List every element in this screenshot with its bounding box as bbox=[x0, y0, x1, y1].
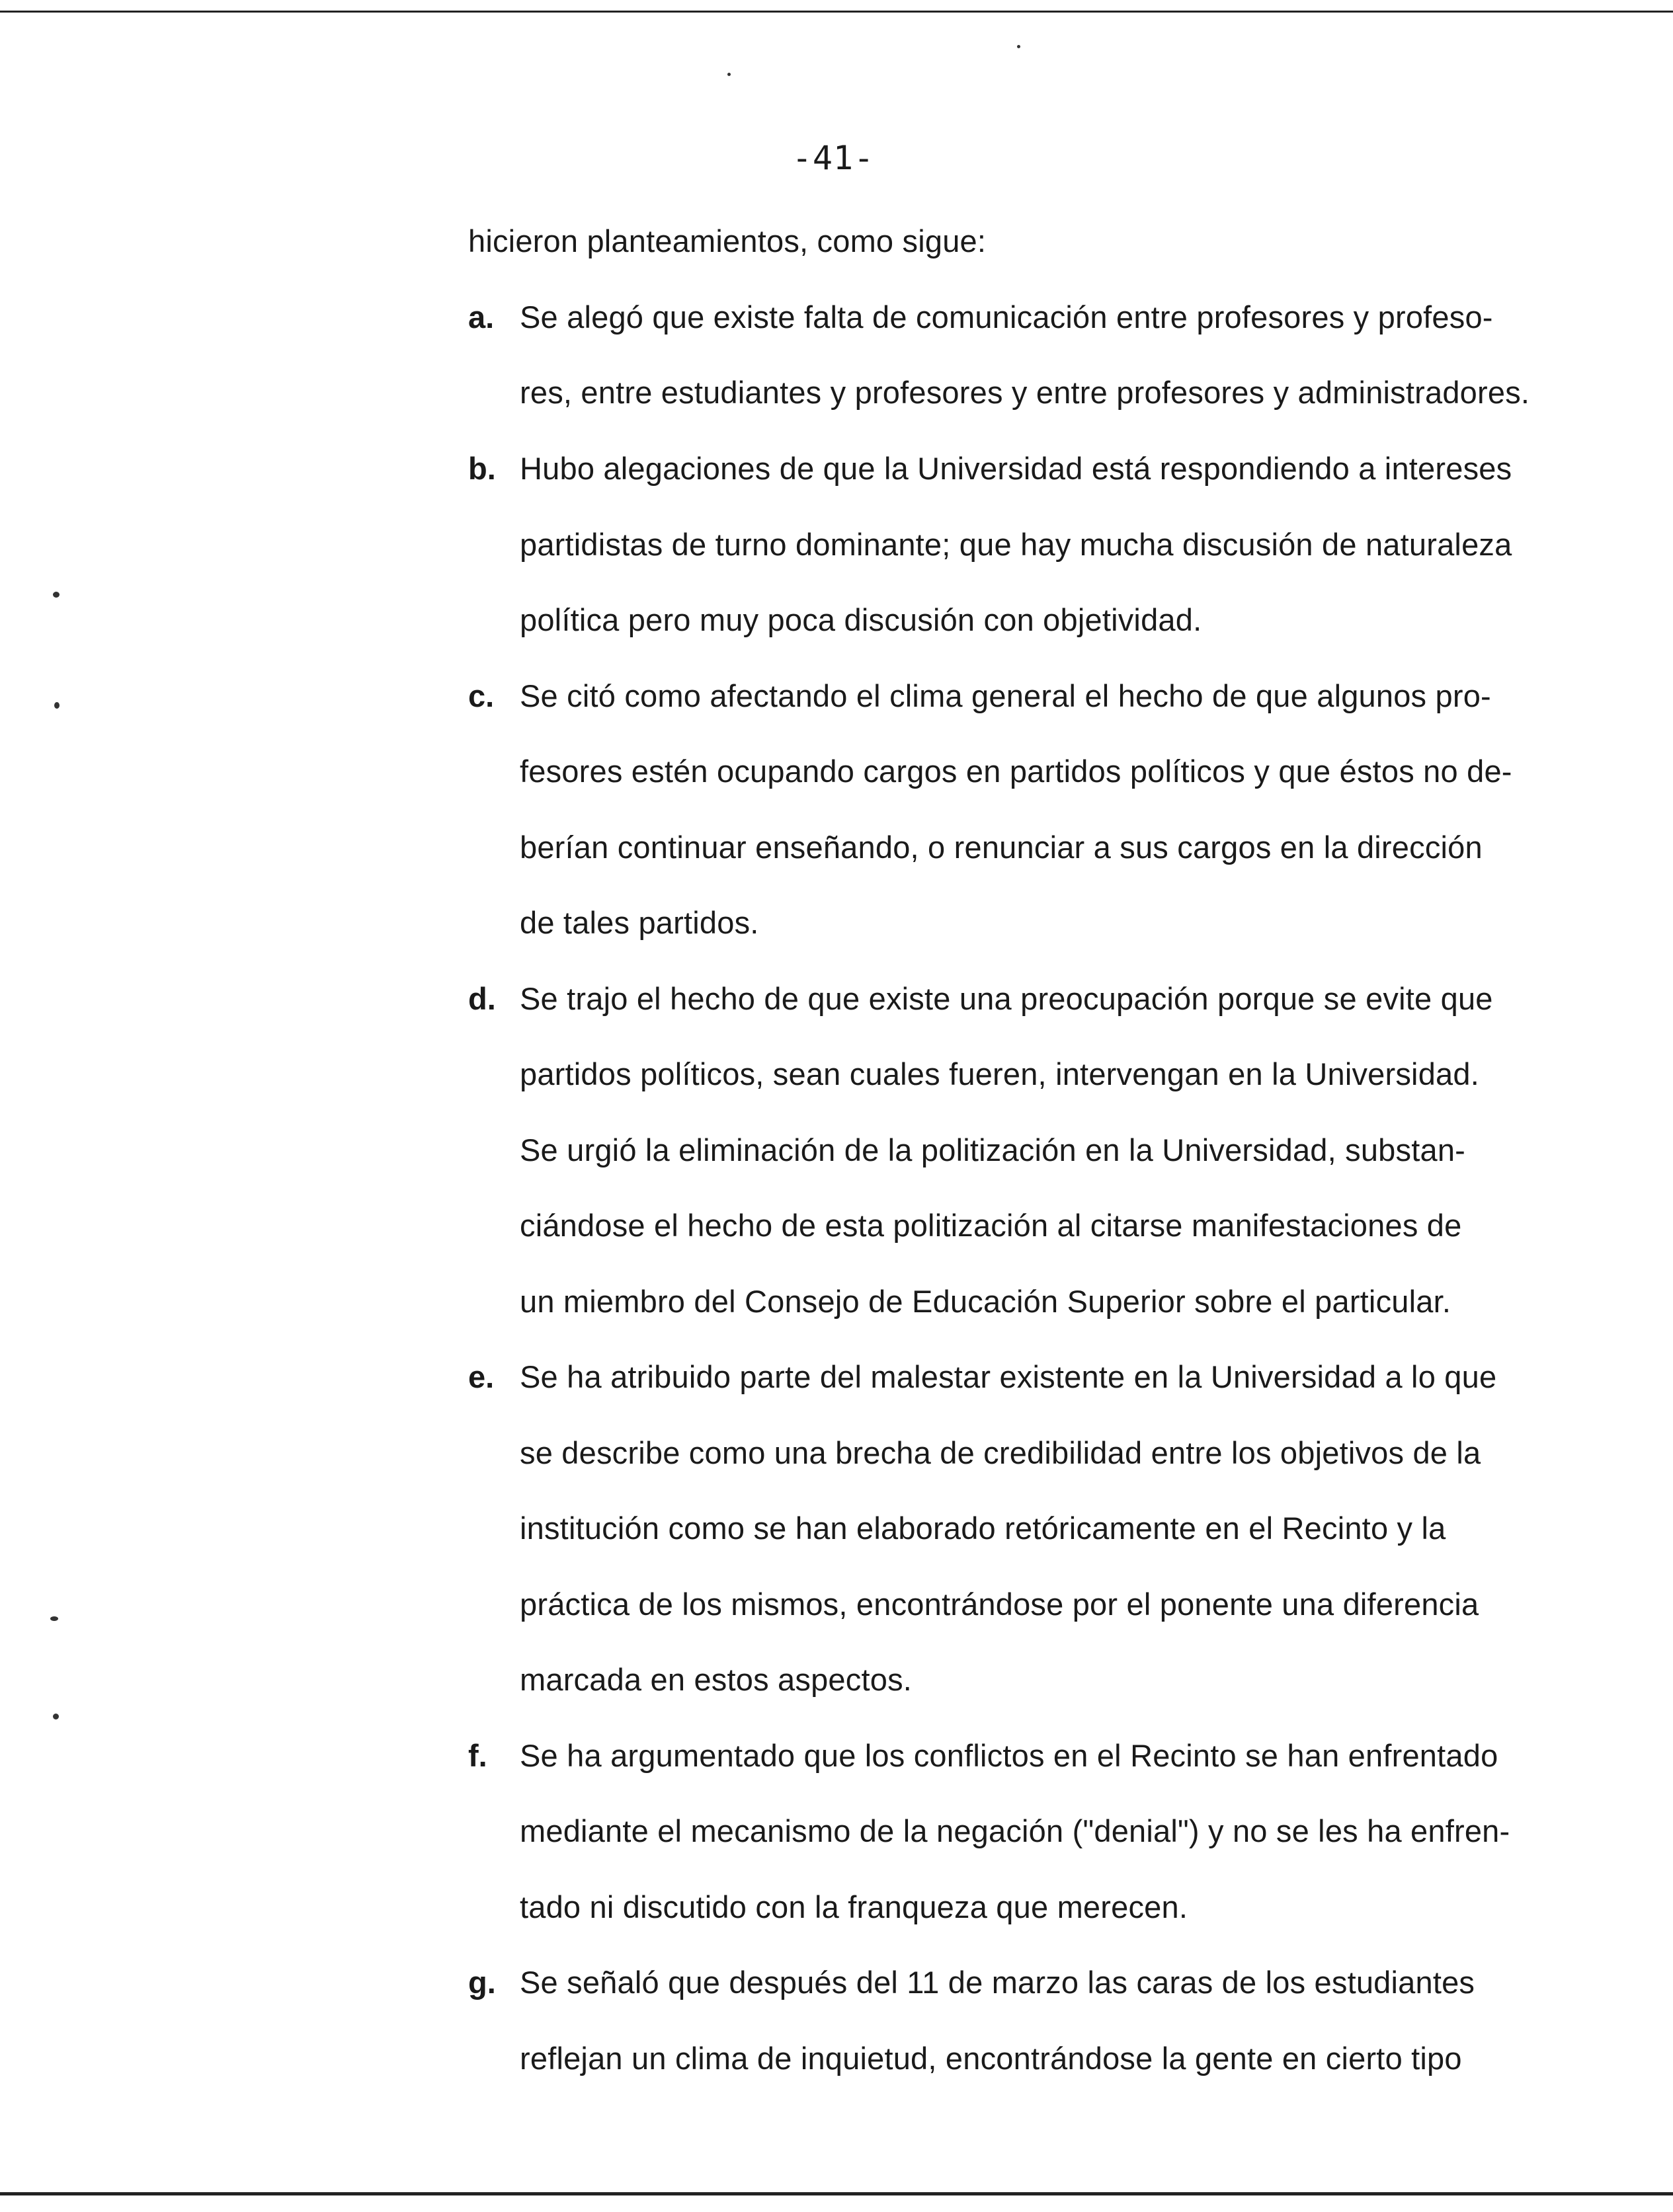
item-line: marcada en estos aspectos. bbox=[520, 1662, 913, 1697]
item-line: res, entre estudiantes y profesores y entre profesores y administradores. bbox=[520, 375, 1530, 410]
item-line: de tales partidos. bbox=[520, 905, 759, 940]
item-line: institución como se han elaborado retóricamente en el Recinto y la bbox=[520, 1511, 1446, 1546]
scan-speck bbox=[54, 702, 60, 709]
item-line: Hubo alegaciones de que la Universidad está respondiendo a intereses bbox=[520, 451, 1512, 486]
item-marker: d. bbox=[468, 981, 496, 1016]
item-marker: a. bbox=[468, 299, 495, 335]
bottom-scan-rule bbox=[0, 2192, 1673, 2195]
item-marker: g. bbox=[468, 1965, 496, 2000]
item-line: Se alegó que existe falta de comunicación entre profesores y profeso- bbox=[520, 299, 1493, 335]
item-line: partidos políticos, sean cuales fueren, intervengan en la Universidad. bbox=[520, 1056, 1479, 1091]
item-marker: c. bbox=[468, 678, 495, 713]
item-line: Se trajo el hecho de que existe una preocupación porque se evite que bbox=[520, 981, 1493, 1016]
page-number: -41- bbox=[792, 139, 875, 177]
scan-speck bbox=[53, 1714, 59, 1719]
item-line: Se señaló que después del 11 de marzo las caras de los estudiantes bbox=[520, 1965, 1475, 2000]
item-marker: b. bbox=[468, 451, 496, 486]
item-marker: f. bbox=[468, 1738, 487, 1773]
item-line: reflejan un clima de inquietud, encontrándose la gente en cierto tipo bbox=[520, 2041, 1462, 2076]
item-line: Se ha atribuido parte del malestar existente en la Universidad a lo que bbox=[520, 1359, 1497, 1394]
item-line: política pero muy poca discusión con objetividad. bbox=[520, 602, 1202, 637]
item-line: un miembro del Consejo de Educación Superior sobre el particular. bbox=[520, 1284, 1451, 1319]
intro-line: hicieron planteamientos, como sigue: bbox=[468, 223, 987, 258]
scan-speck bbox=[53, 592, 60, 598]
item-line: mediante el mecanismo de la negación ("denial") y no se les ha enfren- bbox=[520, 1813, 1510, 1848]
item-line: se describe como una brecha de credibilidad entre los objetivos de la bbox=[520, 1435, 1481, 1470]
item-line: Se ha argumentado que los conflictos en el Recinto se han enfrentado bbox=[520, 1738, 1498, 1773]
item-marker: e. bbox=[468, 1359, 495, 1394]
scan-speck bbox=[727, 73, 731, 76]
scan-speck bbox=[50, 1616, 58, 1621]
item-line: berían continuar enseñando, o renunciar a sus cargos en la dirección bbox=[520, 830, 1483, 865]
item-line: fesores estén ocupando cargos en partidos políticos y que éstos no de- bbox=[520, 754, 1512, 789]
item-line: Se citó como afectando el clima general el hecho de que algunos pro- bbox=[520, 678, 1491, 713]
item-line: tado ni discutido con la franqueza que merecen. bbox=[520, 1889, 1188, 1924]
scan-speck bbox=[1017, 45, 1020, 48]
item-line: ciándose el hecho de esta politización al citarse manifestaciones de bbox=[520, 1208, 1462, 1243]
top-scan-rule bbox=[0, 11, 1673, 13]
item-line: práctica de los mismos, encontrándose por el ponente una diferencia bbox=[520, 1587, 1479, 1622]
item-line: Se urgió la eliminación de la politización en la Universidad, substan- bbox=[520, 1132, 1466, 1167]
item-line: partidistas de turno dominante; que hay mucha discusión de naturaleza bbox=[520, 527, 1512, 562]
